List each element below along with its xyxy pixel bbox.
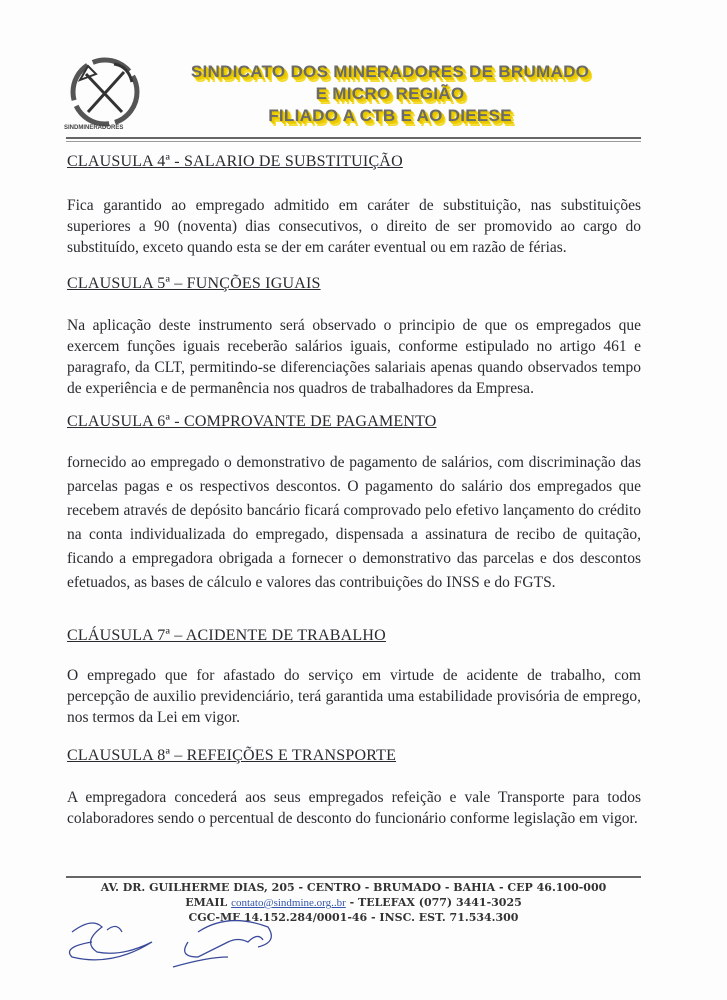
clause-7-title: CLÁUSULA 7ª – ACIDENTE DE TRABALHO [67,627,386,644]
clause-7-text: O empregado que for afastado do serviço em virtude de acidente de trabalho, com percepção de auxilio previdenciário, terá garantida uma estabilidade provisória de emprego, nos termos da Lei em vigor. [67,667,641,726]
clause-5-text: Na aplicação deste instrumento será observado o principio de que os empregados que exercem funções iguais receberão salários iguais, conforme estipulado no artigo 461 e paragrafo, da CLT, permitindo-se diferenciações salariais apenas quando observados tempo de experiência e de permanência nos quadros de trabalhadores da Empresa. [67,317,641,397]
footer-address: AV. DR. GUILHERME DIAS, 205 - CENTRO - BRUMADO - BAHIA - CEP 46.100-000 [100,881,607,894]
email-link[interactable]: contato@sindmine.org..br [231,897,346,909]
logo-caption: SINDMINERADORES [64,125,124,131]
clause-6-title: CLAUSULA 6ª - COMPROVANTE DE PAGAMENTO [67,413,437,430]
signature-2-icon [168,912,288,972]
clause-5-title: CLAUSULA 5ª – FUNÇÕES IGUAIS [67,275,321,292]
signature-1-icon [62,912,162,972]
union-name-line-3: FILIADO A CTB E AO DIEESE [268,106,512,125]
union-name-line-1: SINDICATO DOS MINERADORES DE BRUMADO [190,62,590,81]
email-label: EMAIL [185,896,228,909]
footer-rule [66,876,641,878]
clause-4-title: CLAUSULA 4ª - SALARIO DE SUBSTITUIÇÃO [67,153,403,170]
header-rule-thin [66,141,641,142]
miners-logo-icon [66,52,144,132]
clause-8-text: A empregadora concederá aos seus empregados refeição e vale Transporte para todos colaboradores sendo o percentual de desconto do funcionário conforme legislação em vigor. [67,789,641,827]
clause-4-text: Fica garantido ao empregado admitido em caráter de substituição, nas substituições superiores a 90 (noventa) dias consecutivos, o direito de ser promovido ao cargo do substituído, exceto quando esta se der em caráter eventual ou em razão de férias. [67,197,641,256]
footer-registry: CGC-MF 14.152.284/0001-46 - INSC. EST. 71.534.300 [188,911,519,924]
footer-contact [66,896,641,909]
phone: - TELEFAX (077) 3441-3025 [345,896,522,909]
union-name-line-2: E MICRO REGIÃO [315,84,465,103]
clause-6-text: fornecido ao empregado o demonstrativo de pagamento de salários, com discriminação das parcelas pagas e os respectivos descontos. O pagamento do salário dos empregados que recebem através de depósito bancário ficará comprovado pelo efetivo lançamento do crédito na conta individualizada do empregado, dispensada a assinatura de recibo de quitação, ficando a empregadora obrigada a fornecer o demonstrativo das parcelas e dos descontos efetuados, as bases de cálculo e valores das contribuições do INSS e do FGTS. [67,454,641,591]
header-rule [66,137,641,139]
clause-8-title: CLAUSULA 8ª – REFEIÇÕES E TRANSPORTE [67,747,397,764]
